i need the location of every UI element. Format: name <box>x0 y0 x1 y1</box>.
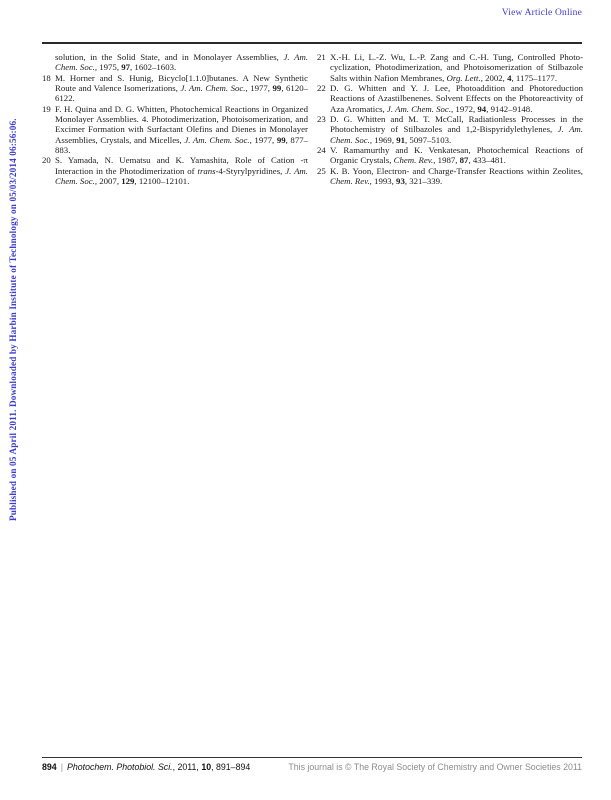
references-right-column <box>317 52 583 186</box>
copyright-notice: This journal is © The Royal Society of Chemistry and Owner Societies 2011 <box>288 762 582 772</box>
reference-text: M. Horner and S. Hunig, Bicyclo[1.1.0]butanes. A New Synthetic Route and Valence Isomerizations, J. Am. Chem. Soc., 1977, 99, 6120–6122. <box>55 72 309 104</box>
footer-rule <box>42 757 582 758</box>
reference-number: 22 <box>317 83 326 94</box>
reference-text: solution, in the Solid State, and in Monolayer Assemblies, J. Am. Chem. Soc., 1975, 97, 1602–1603. <box>55 52 308 73</box>
reference-text: F. H. Quina and D. G. Whitten, Photochemical Reactions in Organized Monolayer Assemblies. 4. Photodimerization, Photoisomerization, and Excimer Formation with Surfactant Olefins and Dienes in Monolayer Assemblies, Crystals, and Micelles, J. Am. Chem. Soc., 1977, 99, 877–883. <box>55 103 309 156</box>
reference-item <box>42 73 308 104</box>
footer-separator: | <box>60 762 63 772</box>
page-number: 894 <box>42 762 57 772</box>
reference-item <box>317 166 583 187</box>
reference-item <box>42 155 308 186</box>
reference-number: 20 <box>42 155 51 166</box>
reference-number: 21 <box>317 52 326 62</box>
page-footer <box>42 762 582 772</box>
references-left-column <box>42 52 308 186</box>
view-article-online-link[interactable]: View Article Online <box>501 8 582 18</box>
footer-citation <box>42 762 250 772</box>
reference-item <box>317 52 583 83</box>
reference-text: S. Yamada, N. Uematsu and K. Yamashita, Role of Cation -π Interaction in the Photodimerization of trans-4-Styrylpyridines, J. Am. Chem. Soc., 2007, 129, 12100–12101. <box>55 155 308 187</box>
journal-citation: Photochem. Photobiol. Sci., 2011, 10, 891–894 <box>66 762 251 772</box>
reference-number: 18 <box>42 72 51 83</box>
header-rule <box>42 42 582 44</box>
reference-number: 19 <box>42 103 51 114</box>
reference-text: K. B. Yoon, Electron- and Charge-Transfer Reactions within Zeolites, Chem. Rev., 1993, 93, 321–339. <box>330 165 583 187</box>
reference-item <box>317 114 583 145</box>
reference-item <box>42 104 308 156</box>
reference-number: 23 <box>317 114 326 125</box>
reference-text: V. Ramamurthy and K. Venkatesan, Photochemical Reactions of Organic Crystals, Chem. Rev., 1987, 87, 433–481. <box>330 145 583 166</box>
reference-item <box>42 52 308 73</box>
reference-text: D. G. Whitten and M. T. McCall, Radiationless Processes in the Photochemistry of Stilbazoles and 1,2-Bispyridylethylenes, J. Am. Chem. Soc., 1969, 91, 5097–5103. <box>330 114 583 145</box>
reference-item <box>317 83 583 114</box>
references-section <box>42 52 582 186</box>
reference-item <box>317 145 583 166</box>
provenance-watermark: Published on 05 April 2011. Downloaded by Harbin Institute of Technology on 05/03/2014 06:56:06. <box>8 118 18 521</box>
reference-text: X.-H. Li, L.-Z. Wu, L.-P. Zang and C.-H. Tung, Controlled Photocyclization, Photodimerization, and Photoisomerization of Stilbazole Salts within Nafion Membranes, Org. Lett., 2002, 4, 1175–1177. <box>330 52 583 83</box>
reference-number: 24 <box>317 145 326 156</box>
reference-number: 25 <box>317 165 326 176</box>
reference-text: D. G. Whitten and Y. J. Lee, Photoaddition and Photoreduction Reactions of Azastilbenenes. Solvent Effects on the Photoreactivity of Aza Aromatics, J. Am. Chem. Soc., 1972, 94, 9142–9148. <box>330 83 583 114</box>
